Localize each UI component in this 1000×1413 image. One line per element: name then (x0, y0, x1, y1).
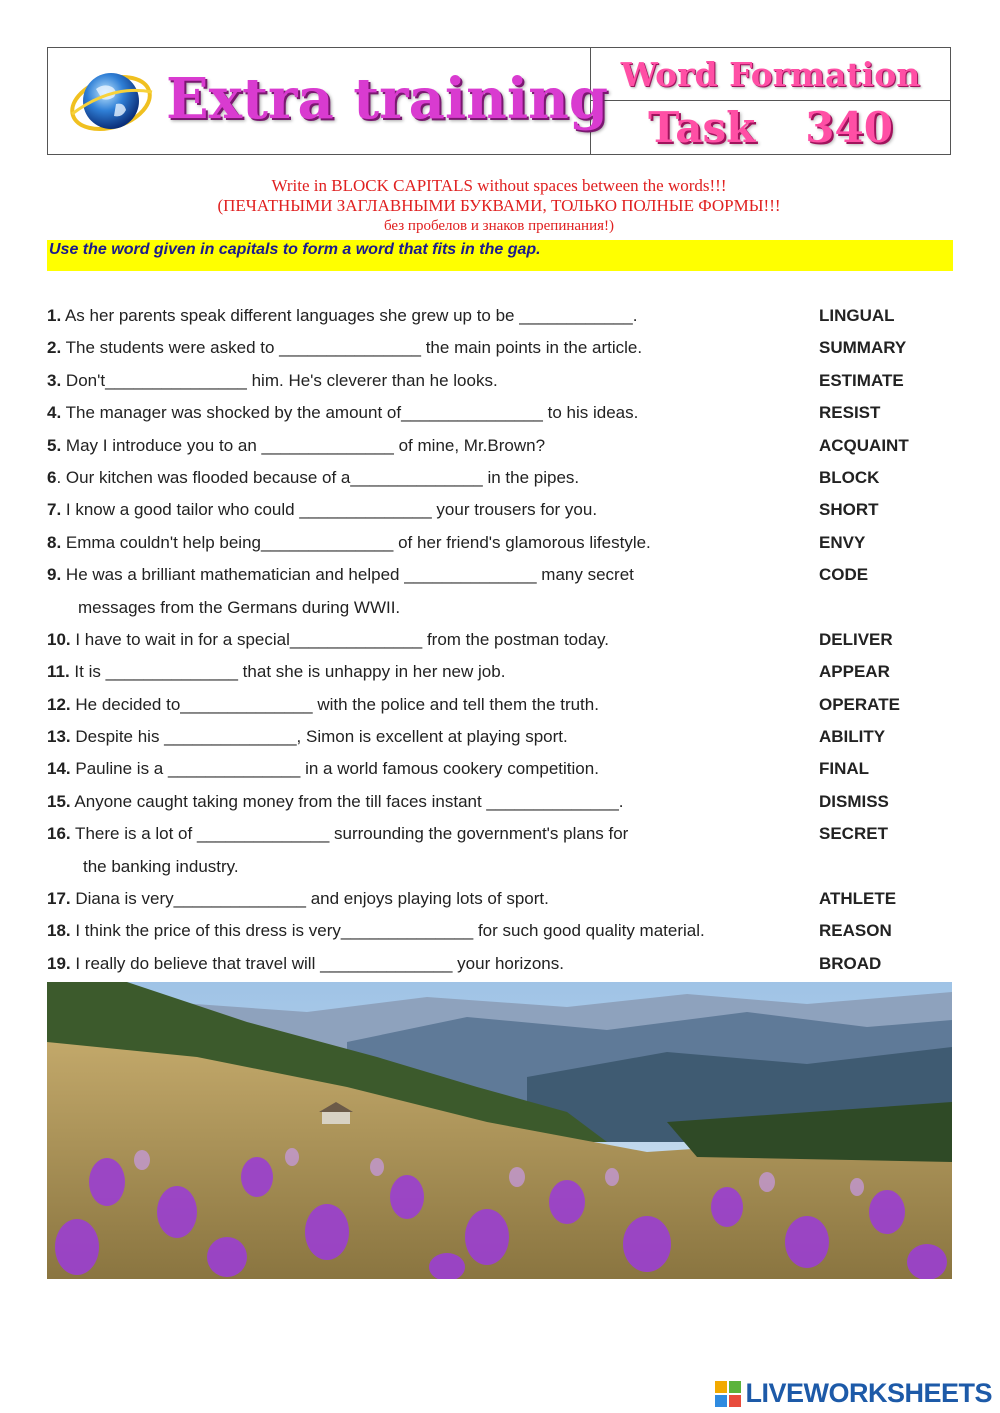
item-keyword: BLOCK (819, 467, 880, 487)
item-number: 4. (47, 403, 62, 423)
item-sentence: messages from the Germans during WWII. (78, 597, 401, 617)
item-keyword: BROAD (819, 953, 882, 973)
item-number: 16. (47, 824, 71, 844)
exercise-item (47, 397, 951, 429)
item-number: 8. (47, 532, 62, 552)
item-sentence[interactable]: Don't_______________ him. He's cleverer than he looks. (61, 370, 498, 390)
item-number: 6 (47, 467, 57, 487)
item-keyword: APPEAR (819, 662, 890, 682)
exercise-item (47, 753, 951, 785)
item-sentence[interactable]: Anyone caught taking money from the till faces instant ______________. (70, 791, 624, 811)
instruction-line-1: Write in BLOCK CAPITALS without spaces between the words!!! (271, 176, 727, 195)
footer-brand (715, 1378, 992, 1409)
exercise-item (47, 365, 951, 397)
item-number: 5. (47, 435, 62, 455)
task-word: Task (648, 103, 756, 152)
item-sentence[interactable]: I have to wait in for a special______________ from the postman today. (70, 629, 610, 649)
landscape-photo (47, 982, 952, 1279)
item-sentence[interactable]: It is ______________ that she is unhappy in her new job. (69, 662, 506, 682)
task-panel (591, 48, 950, 154)
exercise-item (47, 883, 951, 915)
item-keyword: DELIVER (819, 629, 893, 649)
exercise-item (47, 300, 951, 332)
item-sentence[interactable]: Diana is very______________ and enjoys playing lots of sport. (70, 889, 549, 909)
exercise-item (47, 721, 951, 753)
item-keyword: OPERATE (819, 694, 900, 714)
exercise-item (47, 656, 951, 688)
exercise-item-continuation (47, 851, 951, 883)
item-keyword: REASON (819, 921, 892, 941)
task-instruction: Use the word given in capitals to form a word that fits in the gap. (47, 240, 953, 271)
item-sentence[interactable]: The manager was shocked by the amount of_______________ to his ideas. (61, 403, 639, 423)
item-sentence[interactable]: . Our kitchen was flooded because of a______________ in the pipes. (56, 467, 580, 487)
item-number: 10. (47, 629, 71, 649)
item-sentence[interactable]: The students were asked to _______________ the main points in the article. (61, 338, 643, 358)
item-number: 18. (47, 921, 71, 941)
item-keyword: FINAL (819, 759, 870, 779)
item-sentence[interactable]: Emma couldn't help being______________ of her friend's glamorous lifestyle. (61, 532, 651, 552)
globe-icon (66, 64, 156, 138)
item-number: 2. (47, 338, 62, 358)
liveworksheets-logo-icon (715, 1381, 741, 1407)
exercise-item (47, 494, 951, 526)
task-number: 340 (805, 103, 893, 152)
item-sentence[interactable]: I really do believe that travel will ______________ your horizons. (70, 953, 564, 973)
item-number: 12. (47, 694, 71, 714)
item-sentence[interactable]: He decided to______________ with the police and tell them the truth. (70, 694, 599, 714)
item-number: 3. (47, 370, 62, 390)
item-number: 17. (47, 889, 71, 909)
footer-brand-text: LIVEWORKSHEETS (745, 1378, 992, 1408)
item-sentence[interactable]: He was a brilliant mathematician and helped ______________ many secret (61, 565, 634, 585)
item-number: 19. (47, 953, 71, 973)
task-number-block (591, 101, 950, 154)
exercise-item (47, 332, 951, 364)
exercise-item (47, 786, 951, 818)
item-keyword: SECRET (819, 824, 888, 844)
item-sentence: the banking industry. (83, 856, 239, 876)
item-sentence[interactable]: I think the price of this dress is very______________ for such good quality material. (70, 921, 705, 941)
exercise-item (47, 689, 951, 721)
item-sentence[interactable]: May I introduce you to an ______________ of mine, Mr.Brown? (61, 435, 546, 455)
item-keyword: ABILITY (819, 727, 886, 747)
exercise-list (47, 300, 951, 980)
brand-panel (48, 48, 609, 154)
instruction-line-3: без пробелов и знаков препинания!) (383, 218, 614, 234)
item-keyword: ACQUAINT (819, 435, 909, 455)
item-keyword: CODE (819, 565, 869, 585)
item-number: 13. (47, 727, 71, 747)
item-keyword: DISMISS (819, 791, 889, 811)
item-sentence[interactable]: Despite his ______________, Simon is excellent at playing sport. (70, 727, 568, 747)
instruction-line-2: (ПЕЧАТНЫМИ ЗАГЛАВНЫМИ БУКВАМИ, ТОЛЬКО ПОЛНЫЕ ФОРМЫ!!! (217, 196, 781, 215)
item-number: 9. (47, 565, 62, 585)
exercise-item (47, 430, 951, 462)
item-keyword: ATHLETE (819, 889, 897, 909)
exercise-item (47, 527, 951, 559)
exercise-item (47, 559, 951, 591)
brand-title: Extra training (166, 66, 609, 132)
item-number: 1. (47, 306, 62, 325)
item-sentence[interactable]: As her parents speak different languages she grew up to be ____________. (61, 306, 638, 325)
item-sentence[interactable]: There is a lot of ______________ surrounding the government's plans for (70, 824, 629, 844)
exercise-item (47, 915, 951, 947)
item-keyword: ENVY (819, 532, 866, 552)
task-type-label: Word Formation (591, 48, 950, 101)
item-keyword: RESIST (819, 403, 881, 423)
item-keyword: ESTIMATE (819, 370, 904, 390)
item-number: 7. (47, 500, 62, 520)
worksheet-header (47, 47, 951, 155)
exercise-item (47, 948, 951, 980)
exercise-item (47, 462, 951, 494)
item-number: 14. (47, 759, 71, 779)
item-keyword: SUMMARY (819, 338, 907, 358)
exercise-item (47, 818, 951, 850)
item-number: 11. (47, 662, 70, 682)
item-sentence[interactable]: Pauline is a ______________ in a world famous cookery competition. (70, 759, 599, 779)
item-keyword: SHORT (819, 500, 879, 520)
instructions (47, 176, 951, 236)
item-keyword: LINGUAL (819, 306, 895, 325)
exercise-item (47, 624, 951, 656)
item-sentence[interactable]: I know a good tailor who could ______________ your trousers for you. (61, 500, 598, 520)
item-number: 15. (47, 791, 71, 811)
exercise-item-continuation (47, 592, 951, 624)
